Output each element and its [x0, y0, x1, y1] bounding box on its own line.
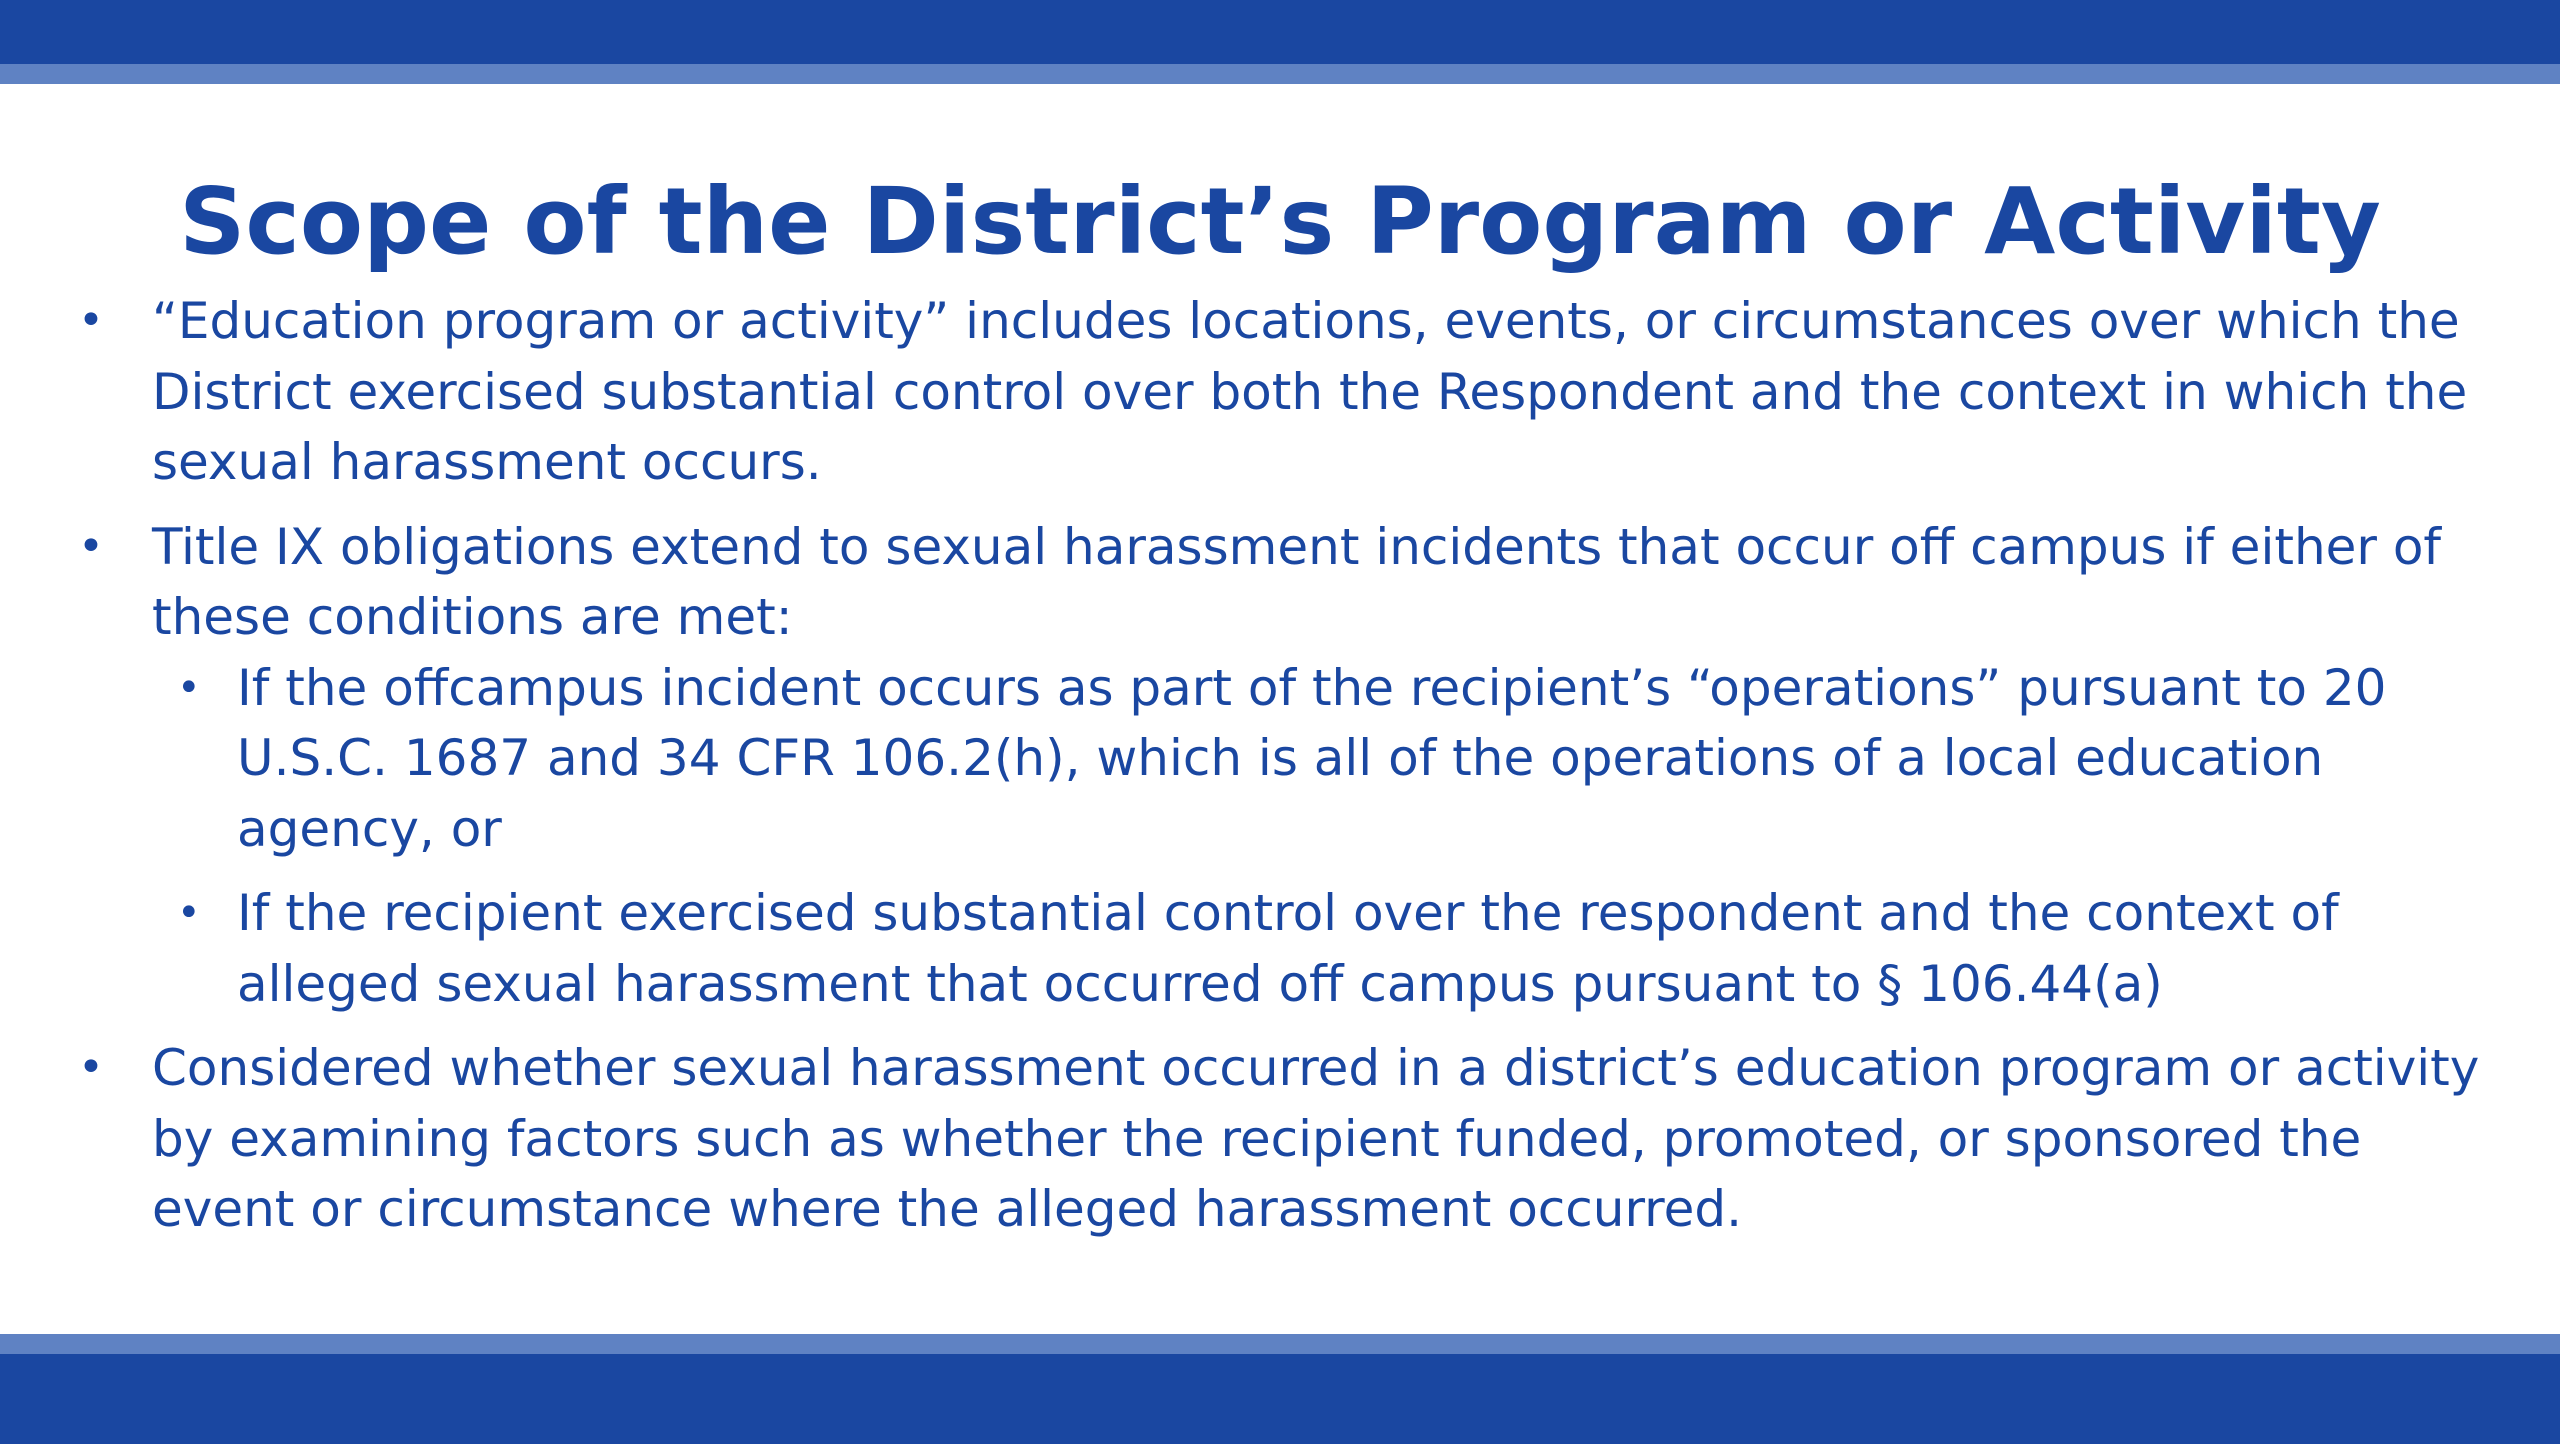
bullet-item [0, 1033, 2560, 1245]
sub-bullet-list [152, 653, 2500, 1020]
bullet-dot-icon: • [177, 890, 201, 936]
bottom-banner-band [0, 1354, 2560, 1444]
bullet-item [0, 512, 2560, 1020]
bullet-text: Considered whether sexual harassment occurred in a district’s education program or activity by examining factors such as whether the recipient funded, promoted, or sponsored the event or circumstance where the alleged harassment occurred. [152, 1039, 2480, 1238]
top-banner-band [0, 0, 2560, 64]
bullet-text: “Education program or activity” includes locations, events, or circumstances over which the District exercised substantial control over both the Respondent and the context in which the sexual harassment occurs. [152, 292, 2468, 491]
sub-bullet-item [152, 653, 2500, 865]
sub-bullet-text: If the offcampus incident occurs as part of the recipient’s “operations” pursuant to 20 U.S.C. 1687 and 34 CFR 106.2(h), which is all of the operations of a local education agency, or [237, 658, 2387, 858]
sub-bullet-item [152, 878, 2500, 1019]
bullet-item [0, 286, 2560, 498]
slide-title: Scope of the District’s Program or Activity [179, 167, 2381, 275]
bullet-text: Title IX obligations extend to sexual harassment incidents that occur off campus if either of these conditions are met: [152, 517, 2442, 646]
bullet-dot-icon: • [78, 295, 104, 346]
bullet-dot-icon: • [78, 520, 104, 572]
sub-bullet-text: If the recipient exercised substantial control over the respondent and the context of alleged sexual harassment that occurred off campus pursuant to § 106.44(a) [237, 884, 2339, 1013]
bottom-banner-stripe [0, 1334, 2560, 1354]
bullet-list [0, 286, 2560, 1245]
bullet-dot-icon: • [177, 664, 201, 711]
bullet-dot-icon: • [78, 1042, 104, 1093]
slide-body [0, 286, 2560, 1259]
top-banner-stripe [0, 64, 2560, 84]
